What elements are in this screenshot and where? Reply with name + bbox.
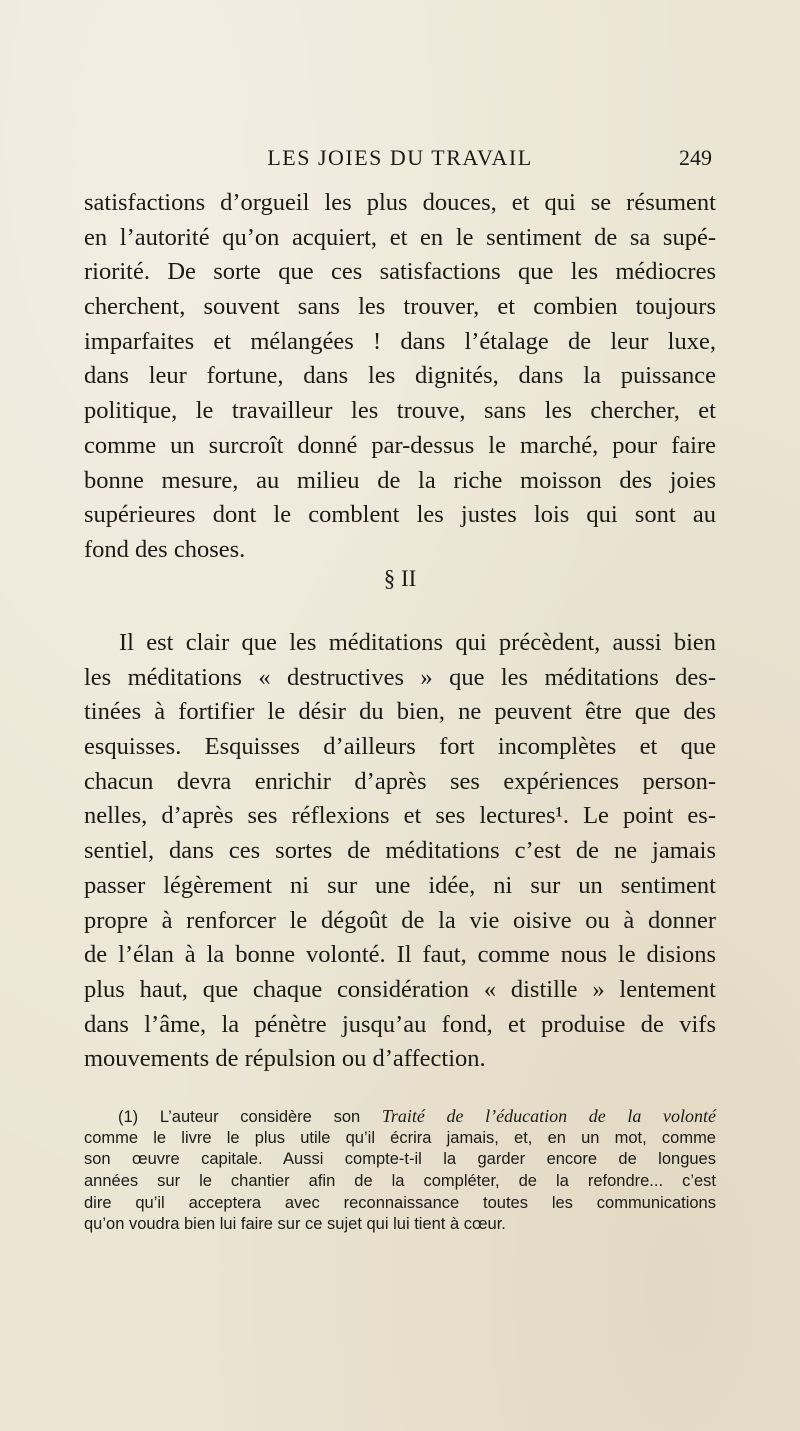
text-line: en l’autorité qu’on acquiert, et en le sentiment de sa supé- [84, 223, 716, 251]
footnote-line: son œuvre capitale. Aussi compte-t-il la garder encore de longues [84, 1150, 716, 1169]
footnote-line: années sur le chantier afin de la compléter, de la refondre... c’est [84, 1172, 716, 1191]
footnote-line: comme le livre le plus utile qu’il écrira jamais, et, en un mot, comme [84, 1128, 716, 1147]
text-line: satisfactions d’orgueil les plus douces, et qui se résument [84, 189, 716, 216]
page-number: 249 [679, 145, 712, 170]
section-heading: § II [383, 566, 417, 591]
text-line: politique, le travailleur les trouve, sans les chercher, et [84, 397, 716, 425]
footnote-marker: (1) L’auteur considère son [118, 1108, 361, 1126]
text-line: esquisses. Esquisses d’ailleurs fort incomplètes et que [84, 733, 716, 761]
text-line: cherchent, souvent sans les trouver, et combien toujours [84, 293, 716, 321]
text-line: Il est clair que les méditations qui précèdent, aussi bien [119, 629, 716, 656]
footnote [84, 1106, 716, 1236]
footnote-line: dire qu’il acceptera avec reconnaissance toutes les communications [84, 1193, 716, 1212]
text-line: propre à renforcer le dégoût de la vie oisive ou à donner [84, 906, 716, 934]
text-line: les méditations « destructives » que les méditations des- [84, 663, 716, 691]
text-line: bonne mesure, au milieu de la riche moisson des joies [84, 466, 716, 494]
text-line: riorité. De sorte que ces satisfactions que les médiocres [84, 258, 716, 286]
text-line: chacun devra enrichir d’après ses expériences person- [84, 767, 716, 795]
text-line: passer légèrement ni sur une idée, ni sur un sentiment [84, 871, 716, 899]
text-line: mouvements de répulsion ou d’affection. [84, 1045, 486, 1073]
footnote-line: qu’on voudra bien lui faire sur ce sujet qui lui tient à cœur. [84, 1215, 506, 1234]
text-line: dans leur fortune, dans les dignités, dans la puissance [84, 362, 716, 390]
text-line: imparfaites et mélangées ! dans l’étalage de leur luxe, [84, 327, 716, 355]
running-title: LES JOIES DU TRAVAIL [267, 145, 533, 170]
footnote-book-title: Traité de l’éducation de la volonté [381, 1106, 716, 1126]
text-line: comme un surcroît donné par-dessus le marché, pour faire [84, 431, 716, 459]
text-line: supérieures dont le comblent les justes lois qui sont au [84, 501, 716, 529]
text-line: plus haut, que chaque considération « distille » lentement [84, 975, 716, 1003]
paragraph-2 [84, 626, 716, 1077]
text-line: fond des choses. [84, 535, 246, 563]
footnote-first-line [84, 1106, 716, 1128]
text-line: sentiel, dans ces sortes de méditations c’est de ne jamais [84, 837, 716, 865]
paragraph-1 [84, 186, 716, 568]
text-line: nelles, d’après ses réflexions et ses lectures¹. Le point es- [84, 802, 716, 830]
page-header [0, 143, 800, 173]
text-line: dans l’âme, la pénètre jusqu’au fond, et produise de vifs [84, 1010, 716, 1038]
text-line: tinées à fortifier le désir du bien, ne peuvent être que des [84, 698, 716, 726]
text-line: de l’élan à la bonne volonté. Il faut, comme nous le disions [84, 941, 716, 969]
